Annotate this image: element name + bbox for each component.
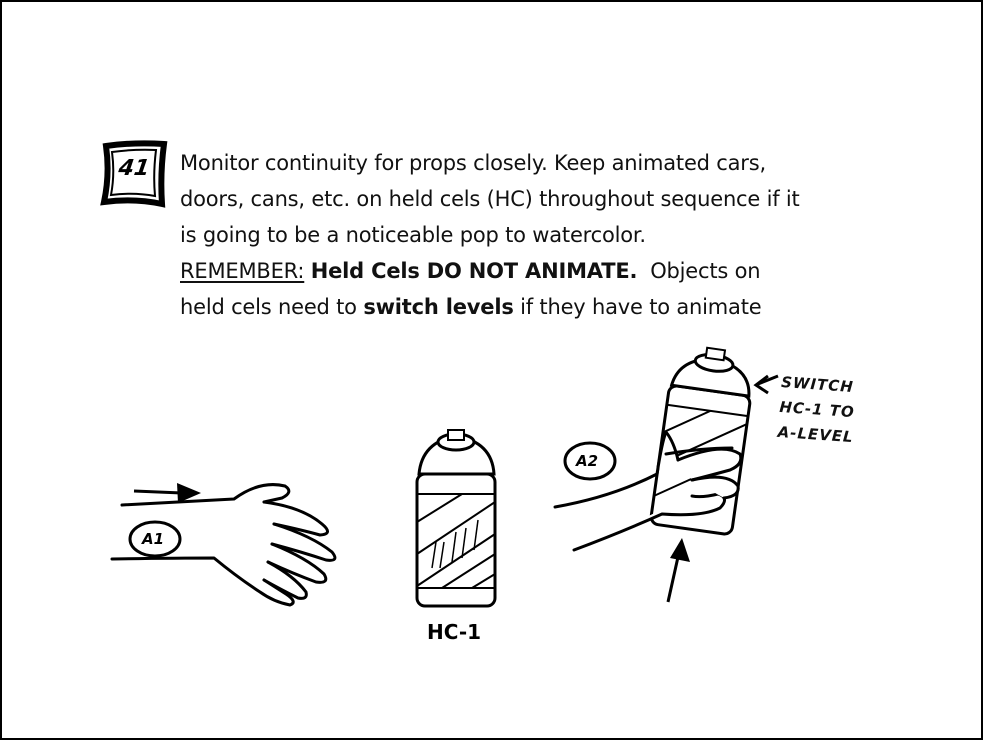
instruction-line-2: doors, cans, etc. on held cels (HC) throughout sequence if it (180, 187, 800, 211)
switch-level-note (777, 370, 922, 455)
switch-levels-emphasis: switch levels (363, 295, 514, 319)
switch-note-line-3: A-LEVEL (777, 422, 855, 447)
spray-can-hc1-icon (417, 430, 495, 606)
illustration (2, 2, 983, 742)
a1-label: A1 (142, 530, 165, 548)
motion-arrow-up-icon (668, 538, 690, 602)
remember-tail: Objects on (650, 259, 761, 283)
instruction-line-1: Monitor continuity for props closely. Keep animated cars, (180, 151, 766, 175)
a2-label: A2 (576, 452, 599, 470)
instruction-line-3: is going to be a noticeable pop to watercolor. (180, 223, 646, 247)
pointer-arrow-icon (756, 376, 778, 393)
item-number: 41 (116, 156, 152, 181)
switch-note-line-2: HC-1 TO (778, 397, 856, 422)
switch-note-line-1: SWITCH (780, 372, 855, 397)
hc1-caption: HC-1 (427, 620, 482, 644)
instruction-line-5: held cels need to switch levels if they have to animate (180, 295, 762, 319)
remember-bold: Held Cels DO NOT ANIMATE. (310, 259, 638, 283)
remember-label: REMEMBER: (180, 259, 305, 283)
